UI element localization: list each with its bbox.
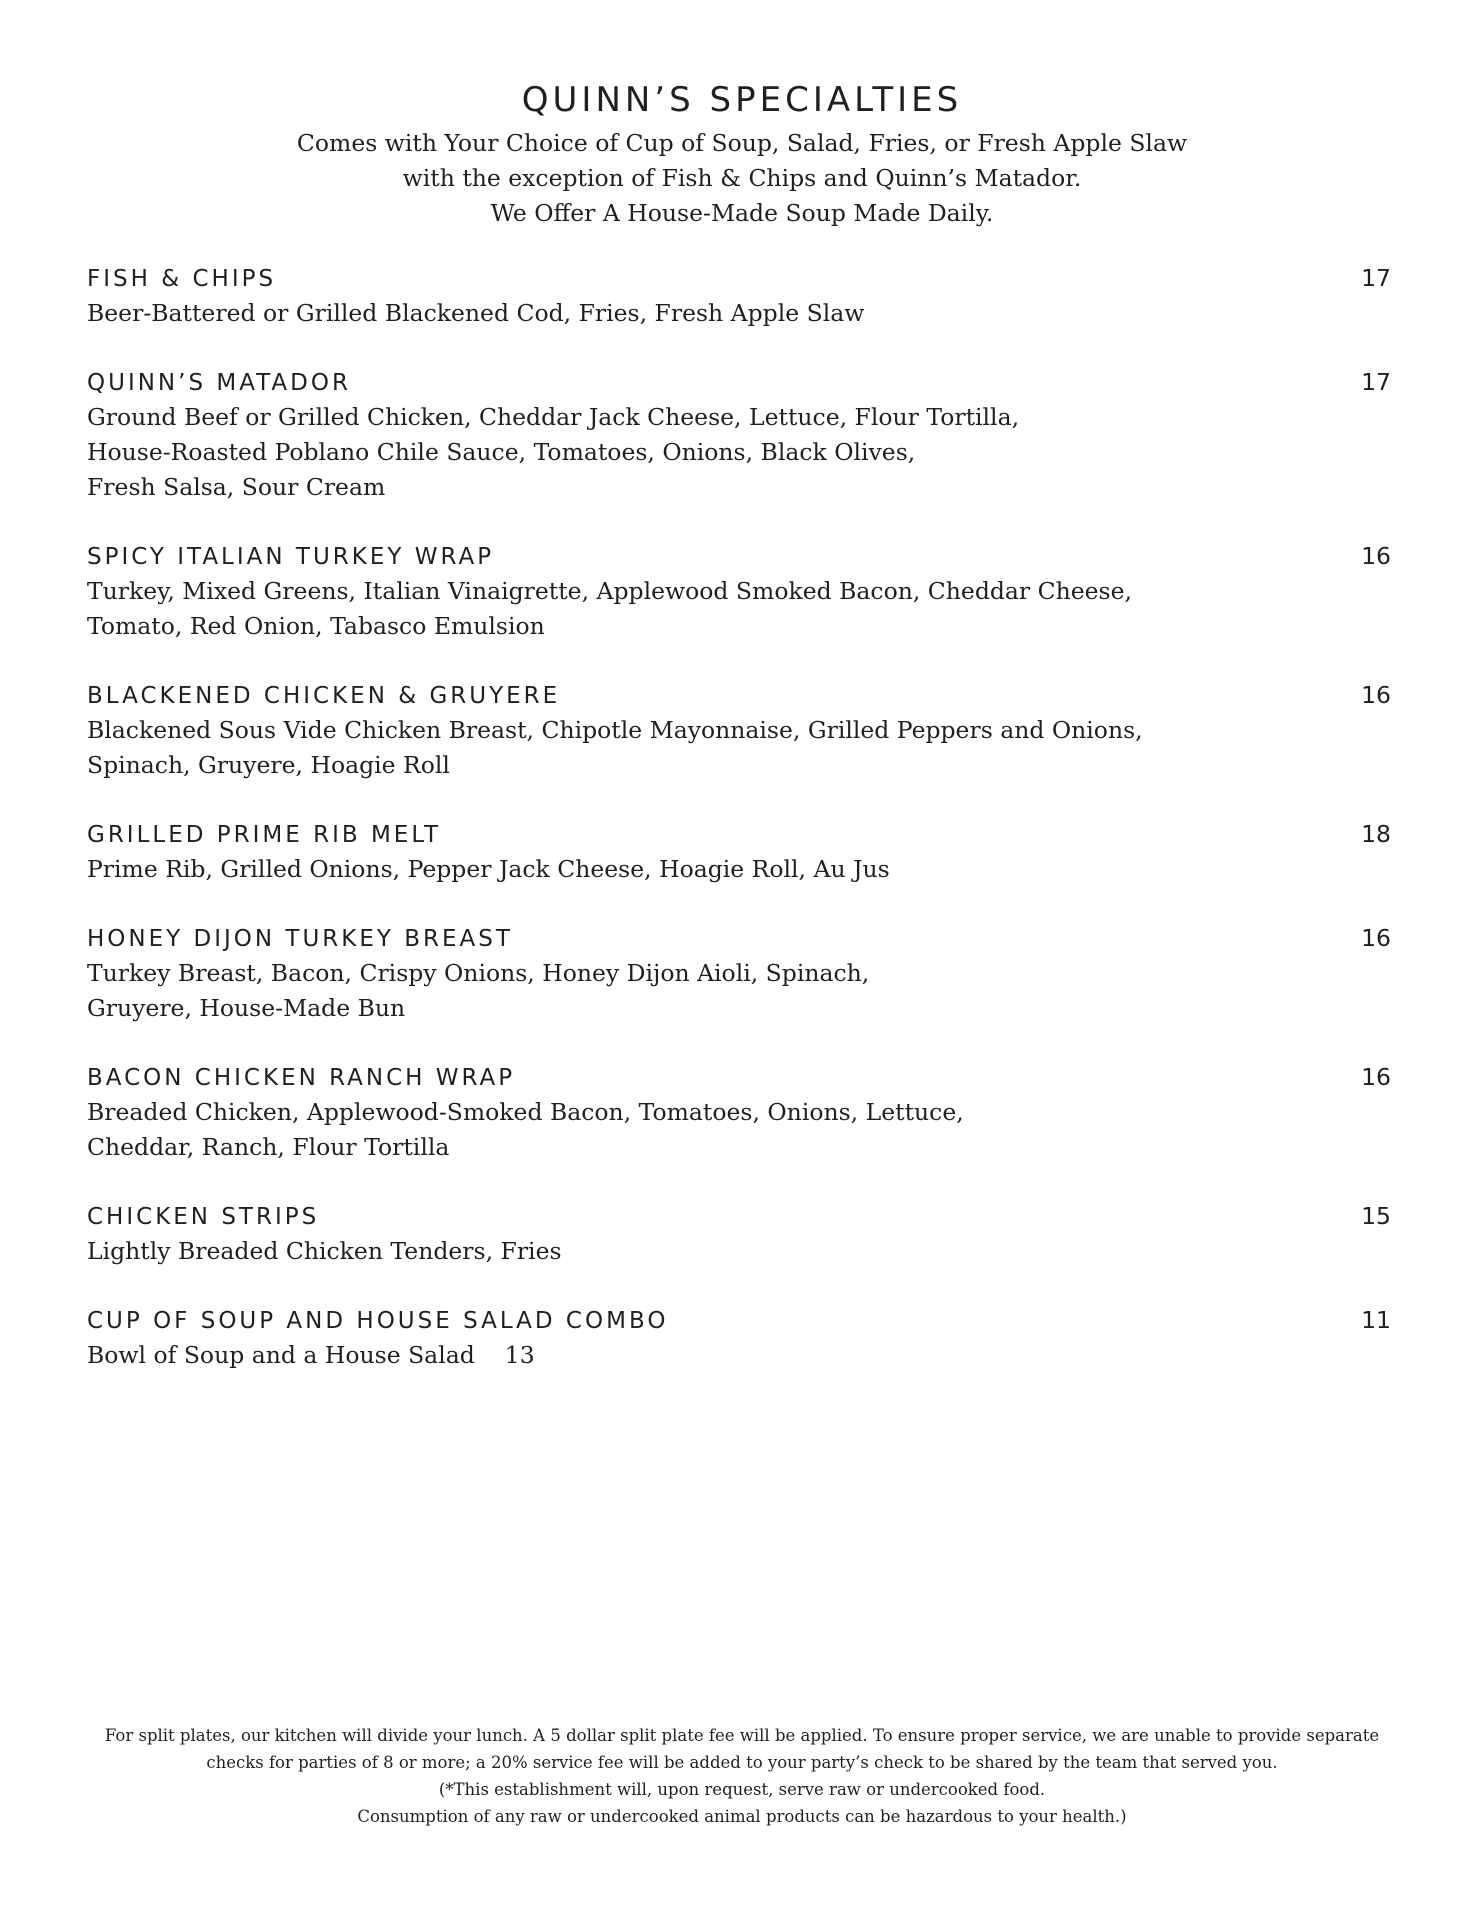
- menu-item: [87, 816, 1391, 887]
- header-subline: Comes with Your Choice of Cup of Soup, Salad, Fries, or Fresh Apple Slaw: [296, 129, 1188, 157]
- menu-item-description: [87, 1338, 1391, 1373]
- menu-item: [87, 260, 1391, 331]
- menu-item-name: FISH & CHIPS: [87, 266, 277, 292]
- menu-item-name: HONEY DIJON TURKEY BREAST: [87, 926, 513, 952]
- footer-disclaimer: [0, 1722, 1484, 1830]
- footer-line: Consumption of any raw or undercooked animal products can be hazardous to your health.): [357, 1807, 1127, 1826]
- menu-item: [87, 364, 1391, 505]
- footer-line: For split plates, our kitchen will divide your lunch. A 5 dollar split plate fee will be applied. To ensure proper service, we are unable to provide separate: [104, 1726, 1380, 1745]
- menu-item-description: [87, 1095, 1391, 1165]
- description-line: Bowl of Soup and a House Salad: [87, 1341, 475, 1369]
- menu-item-description: [87, 713, 1391, 783]
- footer-line: (*This establishment will, upon request, serve raw or undercooked food.: [438, 1780, 1046, 1799]
- description-line: Prime Rib, Grilled Onions, Pepper Jack Cheese, Hoagie Roll, Au Jus: [87, 855, 890, 883]
- menu-item-name: BLACKENED CHICKEN & GRUYERE: [87, 683, 561, 709]
- description-line: Gruyere, House-Made Bun: [87, 994, 406, 1022]
- description-line: Beer-Battered or Grilled Blackened Cod, Fries, Fresh Apple Slaw: [87, 299, 865, 327]
- menu-item-price: 15: [1361, 1202, 1391, 1230]
- menu-item-price: 16: [1361, 542, 1391, 570]
- menu-item-price: 16: [1361, 924, 1391, 952]
- menu-item-name: GRILLED PRIME RIB MELT: [87, 822, 442, 848]
- menu-item: [87, 1198, 1391, 1269]
- header-subline: with the exception of Fish & Chips and Quinn’s Matador.: [402, 164, 1082, 192]
- menu-item-price: 16: [1361, 681, 1391, 709]
- description-line: Cheddar, Ranch, Flour Tortilla: [87, 1133, 450, 1161]
- description-line: Fresh Salsa, Sour Cream: [87, 473, 386, 501]
- menu-item-description: [87, 296, 1391, 331]
- menu-item-price: 17: [1361, 368, 1391, 396]
- menu-item-combo: [87, 1302, 1391, 1373]
- description-line: Lightly Breaded Chicken Tenders, Fries: [87, 1237, 562, 1265]
- bowl-price: 13: [504, 1341, 535, 1369]
- menu-item-price: 11: [1361, 1306, 1391, 1334]
- menu-item-description: [87, 956, 1391, 1026]
- menu-item-price: 17: [1361, 264, 1391, 292]
- menu-item-description: [87, 852, 1391, 887]
- menu-item-name: QUINN’S MATADOR: [87, 370, 351, 396]
- menu-item-price: 16: [1361, 1063, 1391, 1091]
- menu-item: [87, 1059, 1391, 1165]
- description-line: Tomato, Red Onion, Tabasco Emulsion: [87, 612, 545, 640]
- menu-item: [87, 538, 1391, 644]
- description-line: Turkey, Mixed Greens, Italian Vinaigrette, Applewood Smoked Bacon, Cheddar Cheese,: [87, 577, 1132, 605]
- menu-item: [87, 920, 1391, 1026]
- menu-item-name: BACON CHICKEN RANCH WRAP: [87, 1065, 516, 1091]
- menu-item-description: [87, 1234, 1391, 1269]
- menu-item-description: [87, 574, 1391, 644]
- description-line: House-Roasted Poblano Chile Sauce, Tomatoes, Onions, Black Olives,: [87, 438, 916, 466]
- menu-item-description: [87, 400, 1391, 505]
- section-title: QUINN’S SPECIALTIES: [521, 80, 963, 120]
- description-line: Ground Beef or Grilled Chicken, Cheddar Jack Cheese, Lettuce, Flour Tortilla,: [87, 403, 1020, 431]
- menu-item: [87, 677, 1391, 783]
- menu-item-name: CUP OF SOUP AND HOUSE SALAD COMBO: [87, 1308, 669, 1334]
- menu-items-list: [87, 260, 1391, 1373]
- menu-header: [0, 78, 1484, 231]
- description-line: Turkey Breast, Bacon, Crispy Onions, Honey Dijon Aioli, Spinach,: [87, 959, 870, 987]
- description-line: Spinach, Gruyere, Hoagie Roll: [87, 751, 450, 779]
- description-line: Breaded Chicken, Applewood-Smoked Bacon, Tomatoes, Onions, Lettuce,: [87, 1098, 964, 1126]
- description-line: Blackened Sous Vide Chicken Breast, Chipotle Mayonnaise, Grilled Peppers and Onions,: [87, 716, 1143, 744]
- menu-item-name: CHICKEN STRIPS: [87, 1204, 320, 1230]
- footer-line: checks for parties of 8 or more; a 20% service fee will be added to your party’s check to be shared by the team that served you.: [206, 1753, 1278, 1772]
- menu-item-price: 18: [1361, 820, 1391, 848]
- menu-item-name: SPICY ITALIAN TURKEY WRAP: [87, 544, 495, 570]
- header-subline: We Offer A House-Made Soup Made Daily.: [490, 199, 994, 227]
